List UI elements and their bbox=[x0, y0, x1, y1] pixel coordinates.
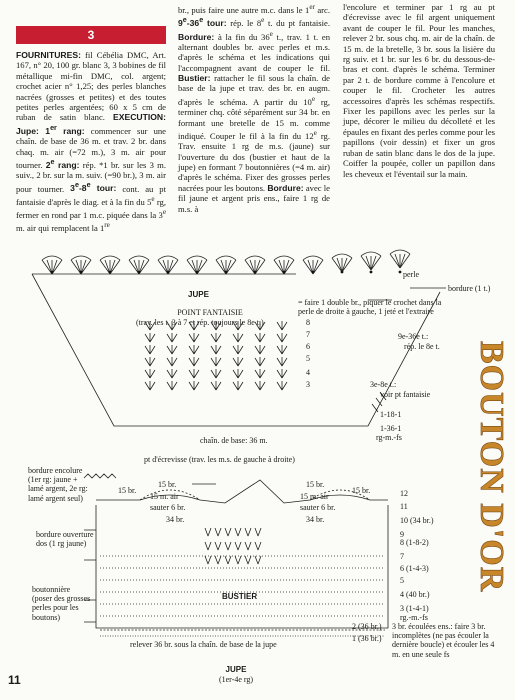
bodice-fan-stitch bbox=[245, 528, 251, 536]
bodice-fan-stitch bbox=[225, 542, 231, 550]
fan-stitch bbox=[233, 357, 243, 366]
fan-stitch bbox=[211, 369, 221, 378]
bodice-row-3: 3 (1-4-1) bbox=[400, 604, 429, 613]
shell-stitch bbox=[303, 260, 313, 274]
fan-stitch bbox=[145, 333, 155, 342]
fan-stitch bbox=[145, 345, 155, 354]
shell-stitch bbox=[216, 260, 226, 274]
bodice-rg-m-fs: rg.-m.-fs bbox=[400, 613, 428, 622]
bead-dot bbox=[196, 271, 199, 274]
pattern-number-badge: 3 bbox=[16, 26, 166, 44]
fan-stitch bbox=[189, 381, 199, 390]
bodice-fan-stitch bbox=[215, 528, 221, 536]
shell-stitch bbox=[52, 260, 62, 274]
instructions-column-2: br., puis faire une autre m.c. dans le 1er arc. 9e-36e tour: rép. le 8e t. du pt fantaisie. Bordure: à la fin du 36e t., trav. 1 t. en alternant doubles br. avec perles et m.s. d'après le schéma et les indications qui l'accompagnent avant de couper le fil. Bustier: rattacher le fil sous la chaîn. de base de la jupe et trav. des br. en augm. d'après le schéma. A partir du 10e rg, terminer chq. côté séparément sur 34 br. en formant une bretelle de 15 m. comme indiqué. Couper le fil à la fin du 12e rg. Trav. ensuite 1 rg de m.s. (jaune) sur l'ouverture du dos (bustier et haut de la jupe) en formant 7 boutonnières (=4 m. air) d'après le schéma. Fixer des grosses perles nacrées pour les boutons. Bordure: avec le fil jaune et argent pris ens., faire 1 rg de m.s. à bbox=[178, 3, 330, 214]
fan-stitch bbox=[211, 345, 221, 354]
row-label-4: 4 bbox=[306, 368, 310, 377]
shell-arc bbox=[42, 256, 62, 260]
bead-dot bbox=[138, 271, 141, 274]
shell-stitch bbox=[395, 254, 400, 268]
shell-arc bbox=[274, 256, 294, 260]
bead-dot bbox=[399, 271, 402, 274]
shell-arc bbox=[245, 256, 265, 260]
fan-stitch bbox=[233, 381, 243, 390]
fan-stitch bbox=[189, 369, 199, 378]
bead-dot bbox=[312, 271, 315, 274]
shell-stitch bbox=[400, 254, 405, 268]
shell-stitch bbox=[158, 260, 168, 274]
shell-arc bbox=[158, 256, 178, 260]
shell-stitch bbox=[366, 256, 371, 270]
br15-a: 15 br. bbox=[118, 486, 137, 495]
fan-stitch bbox=[167, 369, 177, 378]
shell-stitch bbox=[274, 260, 284, 274]
skip-6-b: sauter 6 br. bbox=[300, 503, 336, 512]
bodice-fan-stitch bbox=[205, 556, 211, 564]
bodice-row-5: 5 bbox=[400, 576, 404, 585]
shell-stitch bbox=[255, 260, 265, 274]
fan-stitch bbox=[233, 345, 243, 354]
skirt-rg-m-fs: rg-m.-fs bbox=[376, 433, 402, 442]
bodice-row-6: 6 (1-4-3) bbox=[400, 564, 429, 573]
bodice-fan-stitch bbox=[255, 528, 261, 536]
bodice-fan-stitch bbox=[245, 542, 251, 550]
br15-d: 15 br. bbox=[352, 486, 371, 495]
perle-label: perle bbox=[403, 270, 419, 279]
shell-arc bbox=[71, 256, 91, 260]
br34-b: 34 br. bbox=[306, 515, 325, 524]
bodice-title: BUSTIER bbox=[222, 592, 258, 601]
bead-dot bbox=[109, 271, 112, 274]
page-number: 11 bbox=[8, 673, 21, 687]
bodice-row-1: 1 (36 br.) bbox=[352, 634, 382, 643]
bodice-outline bbox=[96, 505, 388, 628]
fan-stitch bbox=[255, 357, 265, 366]
br15-b: 15 br. bbox=[158, 480, 177, 489]
fan-stitch bbox=[277, 369, 287, 378]
bead-dot bbox=[283, 271, 286, 274]
shell-stitch bbox=[139, 260, 149, 274]
fan-stitch bbox=[167, 345, 177, 354]
fan-stitch bbox=[189, 345, 199, 354]
shell-stitch bbox=[71, 260, 81, 274]
shell-stitch bbox=[371, 256, 376, 270]
skirt-bottom-rows: (1er-4e rg) bbox=[218, 675, 254, 684]
point-fantaisie-note: (trav. les t. 3 à 7 et rép. toujours le 8e t.) bbox=[136, 318, 264, 327]
bodice-fan-stitch bbox=[215, 542, 221, 550]
fan-stitch bbox=[277, 321, 287, 330]
fan-stitch bbox=[145, 381, 155, 390]
crab-stitch-label: pt d'écrevisse (trav. les m.s. de gauche à droite) bbox=[144, 455, 295, 464]
decrease-note: 3 br. écoulées ens.: faire 3 br. incomplètes (ne pas écouler la dernière boucle) et écouler les 4 m. en une seule fs bbox=[392, 622, 495, 659]
fan-stitch bbox=[145, 369, 155, 378]
shell-arc bbox=[187, 256, 207, 260]
fan-stitch bbox=[277, 333, 287, 342]
skirt-border-label: bordure (1 t.) bbox=[448, 284, 491, 293]
pattern-title-vertical: BOUTON D'OR bbox=[473, 341, 510, 593]
row-label-7: 7 bbox=[306, 330, 310, 339]
shell-stitch bbox=[313, 260, 323, 274]
fan-stitch bbox=[189, 357, 199, 366]
shell-arc bbox=[361, 252, 381, 256]
bodice-fan-stitch bbox=[235, 556, 241, 564]
bead-dot bbox=[80, 271, 83, 274]
shell-stitch bbox=[400, 254, 410, 268]
instructions-column-3: l'encolure et terminer par 1 rg au pt d'écrevisse avec le fil argent uniquement avant de couper le fil. Pour les manches, relever 2 br. sous chq. m. air de la chaîn. de 15 m. de la bretelle, 3 br. sous la lisière du rg suiv. et 1 br. sur les 6 br. du dessous-de-bras et cont. d'après le schéma. Terminer par 2 t. de bordure comme à l'encolure et couper le fil. Crocheter les autres accessoires d'après les schémas respectifs. Fixer les papillons avec les perles sur la jupe, décorer le milieu du décolleté et les épaules en fixant des perles comme pour les papillons (voir dessin) et fixer un gros ruban de satin blanc dans le dos de la jupe. Coiffer la poupée, coller un papillon dans les cheveux et l'éventail sur la main. bbox=[343, 2, 495, 179]
bodice-fan-stitch bbox=[205, 542, 211, 550]
row-1-18-1: 1-18-1 bbox=[380, 410, 402, 419]
row-label-5: 5 bbox=[306, 354, 310, 363]
bodice-fan-stitch bbox=[255, 542, 261, 550]
bodice-row-9: 9 bbox=[400, 530, 404, 539]
fan-stitch bbox=[211, 381, 221, 390]
shell-arc bbox=[332, 254, 352, 258]
fan-stitch bbox=[277, 345, 287, 354]
bodice-fan-stitch bbox=[235, 528, 241, 536]
chain15-b: 15 m. air bbox=[300, 492, 329, 501]
bodice-row-10: 10 (34 br.) bbox=[400, 516, 434, 525]
bodice-fan-stitch bbox=[205, 528, 211, 536]
pattern-fans bbox=[145, 321, 287, 390]
border-shells bbox=[42, 250, 410, 274]
fan-stitch bbox=[277, 381, 287, 390]
skirt-title: JUPE bbox=[188, 290, 209, 299]
fan-stitch bbox=[145, 357, 155, 366]
fan-stitch bbox=[277, 357, 287, 366]
bead-dot bbox=[167, 271, 170, 274]
bodice-fan-stitch bbox=[245, 556, 251, 564]
shell-stitch bbox=[226, 260, 236, 274]
rows-9-36-note: rép. le 8e t. bbox=[404, 342, 440, 351]
fan-stitch bbox=[233, 333, 243, 342]
bodice-row-8: 8 (1-8-2) bbox=[400, 538, 429, 547]
shell-arc bbox=[303, 256, 323, 260]
bodice-row-11: 11 bbox=[400, 502, 408, 511]
point-fantaisie-title: POINT FANTAISIE bbox=[177, 308, 243, 317]
shell-stitch bbox=[187, 260, 197, 274]
bead-dot bbox=[370, 271, 373, 274]
shell-stitch bbox=[332, 258, 342, 272]
fan-stitch bbox=[255, 345, 265, 354]
fan-stitch bbox=[167, 357, 177, 366]
fan-stitch bbox=[233, 369, 243, 378]
bodice-fan-stitch bbox=[255, 556, 261, 564]
bodice-row-4: 4 (40 br.) bbox=[400, 590, 430, 599]
shell-arc bbox=[216, 256, 236, 260]
bodice-top bbox=[96, 480, 388, 503]
neck-border-label: bordure encolure (1er rg: jaune + lamé argent, 2e rg: lamé argent seul) bbox=[28, 466, 88, 503]
base-chain-label: chaîn. de base: 36 m. bbox=[200, 436, 268, 445]
bead-legend: = faire 1 double br., piquer le crochet dans la perle de droite à gauche, 1 jeté et l'extraire bbox=[298, 298, 442, 317]
br15-c: 15 br. bbox=[306, 480, 325, 489]
rows-3-8-note: voir pt fantaisie bbox=[380, 390, 431, 399]
shell-stitch bbox=[337, 258, 342, 272]
row-1-36-1: 1-36-1 bbox=[380, 424, 402, 433]
instructions-column-1: FOURNITURES: fil Cébélia DMC, Art. 167, n° 20, 100 gr. blanc 3, 3 bobines de fil métallique mi-fin DMC, col. argent; crochet acier n° 1,25; des perles blanches nacrées (grosses et petites) et des toutes petites perles argentées; 60 x 5 cm de ruban de satin blanc. EXECUTION: Jupe: 1er rang: commencer sur une chaîn. de base de 36 m. et trav. 2 br. dans chaq. m. air (=72 m.), 3 m. air pour tourner. 2e rang: rép. *1 br. sur les 3 m. suiv., 2 br. sur la m. suiv. (=90 br.), 3 m. air pour tourner. 3e-8e tour: cont. au pt fantaisie d'après le diag. et à la fin du 5e rg, fermer en rond par 1 m.c. piquée dans la 3e m. air qui remplacent la 1re bbox=[16, 50, 166, 234]
skip-6-a: sauter 6 br. bbox=[150, 503, 186, 512]
skirt-bottom-title: JUPE bbox=[225, 665, 247, 674]
bodice-row-7: 7 bbox=[400, 552, 404, 561]
shell-stitch bbox=[390, 254, 400, 268]
shell-arc bbox=[390, 250, 410, 254]
bodice-fan-stitch bbox=[215, 556, 221, 564]
rows-9-36-label: 9e-36e t.: bbox=[398, 332, 429, 341]
shell-stitch bbox=[81, 260, 91, 274]
back-opening-border-label: bordure ouverture dos (1 rg jaune) bbox=[36, 530, 94, 549]
shell-stitch bbox=[361, 256, 371, 270]
shell-stitch bbox=[371, 256, 381, 270]
bead-dot bbox=[341, 271, 344, 274]
row-label-3: 3 bbox=[306, 380, 310, 389]
row-label-8: 8 bbox=[306, 318, 310, 327]
row-label-6: 6 bbox=[306, 342, 310, 351]
shell-arc bbox=[100, 256, 120, 260]
bodice-row-12: 12 bbox=[400, 489, 408, 498]
fan-stitch bbox=[255, 369, 265, 378]
fan-stitch bbox=[255, 381, 265, 390]
bead-dot bbox=[225, 271, 228, 274]
shell-stitch bbox=[245, 260, 255, 274]
shell-stitch bbox=[342, 258, 352, 272]
bead-dot bbox=[51, 271, 54, 274]
fan-stitch bbox=[211, 333, 221, 342]
skirt-outline bbox=[32, 274, 440, 426]
shell-stitch bbox=[197, 260, 207, 274]
shell-arc bbox=[129, 256, 149, 260]
shell-stitch bbox=[110, 260, 120, 274]
chain15-a: 15 m. air bbox=[150, 492, 179, 501]
fan-stitch bbox=[167, 333, 177, 342]
shell-stitch bbox=[100, 260, 110, 274]
shell-stitch bbox=[42, 260, 52, 274]
pick-up-label: relever 36 br. sous la chaîn. de base de la jupe bbox=[130, 640, 277, 649]
buttonhole-label: boutonnière (poser des grosses perles pour les boutons) bbox=[32, 585, 91, 622]
shell-stitch bbox=[129, 260, 139, 274]
fan-stitch bbox=[255, 333, 265, 342]
fan-stitch bbox=[189, 333, 199, 342]
bead-dot bbox=[254, 271, 257, 274]
bodice-fan-stitch bbox=[225, 556, 231, 564]
bodice-fan-stitch bbox=[235, 542, 241, 550]
bodice-fan-stitch bbox=[225, 528, 231, 536]
bodice-row-2: 2 (36 br.) bbox=[352, 622, 382, 631]
shell-stitch bbox=[284, 260, 294, 274]
shell-stitch bbox=[342, 258, 347, 272]
fan-stitch bbox=[211, 357, 221, 366]
rows-3-8-label: 3e-8e t.: bbox=[370, 380, 397, 389]
br34-a: 34 br. bbox=[166, 515, 185, 524]
shell-stitch bbox=[168, 260, 178, 274]
fan-stitch bbox=[167, 381, 177, 390]
